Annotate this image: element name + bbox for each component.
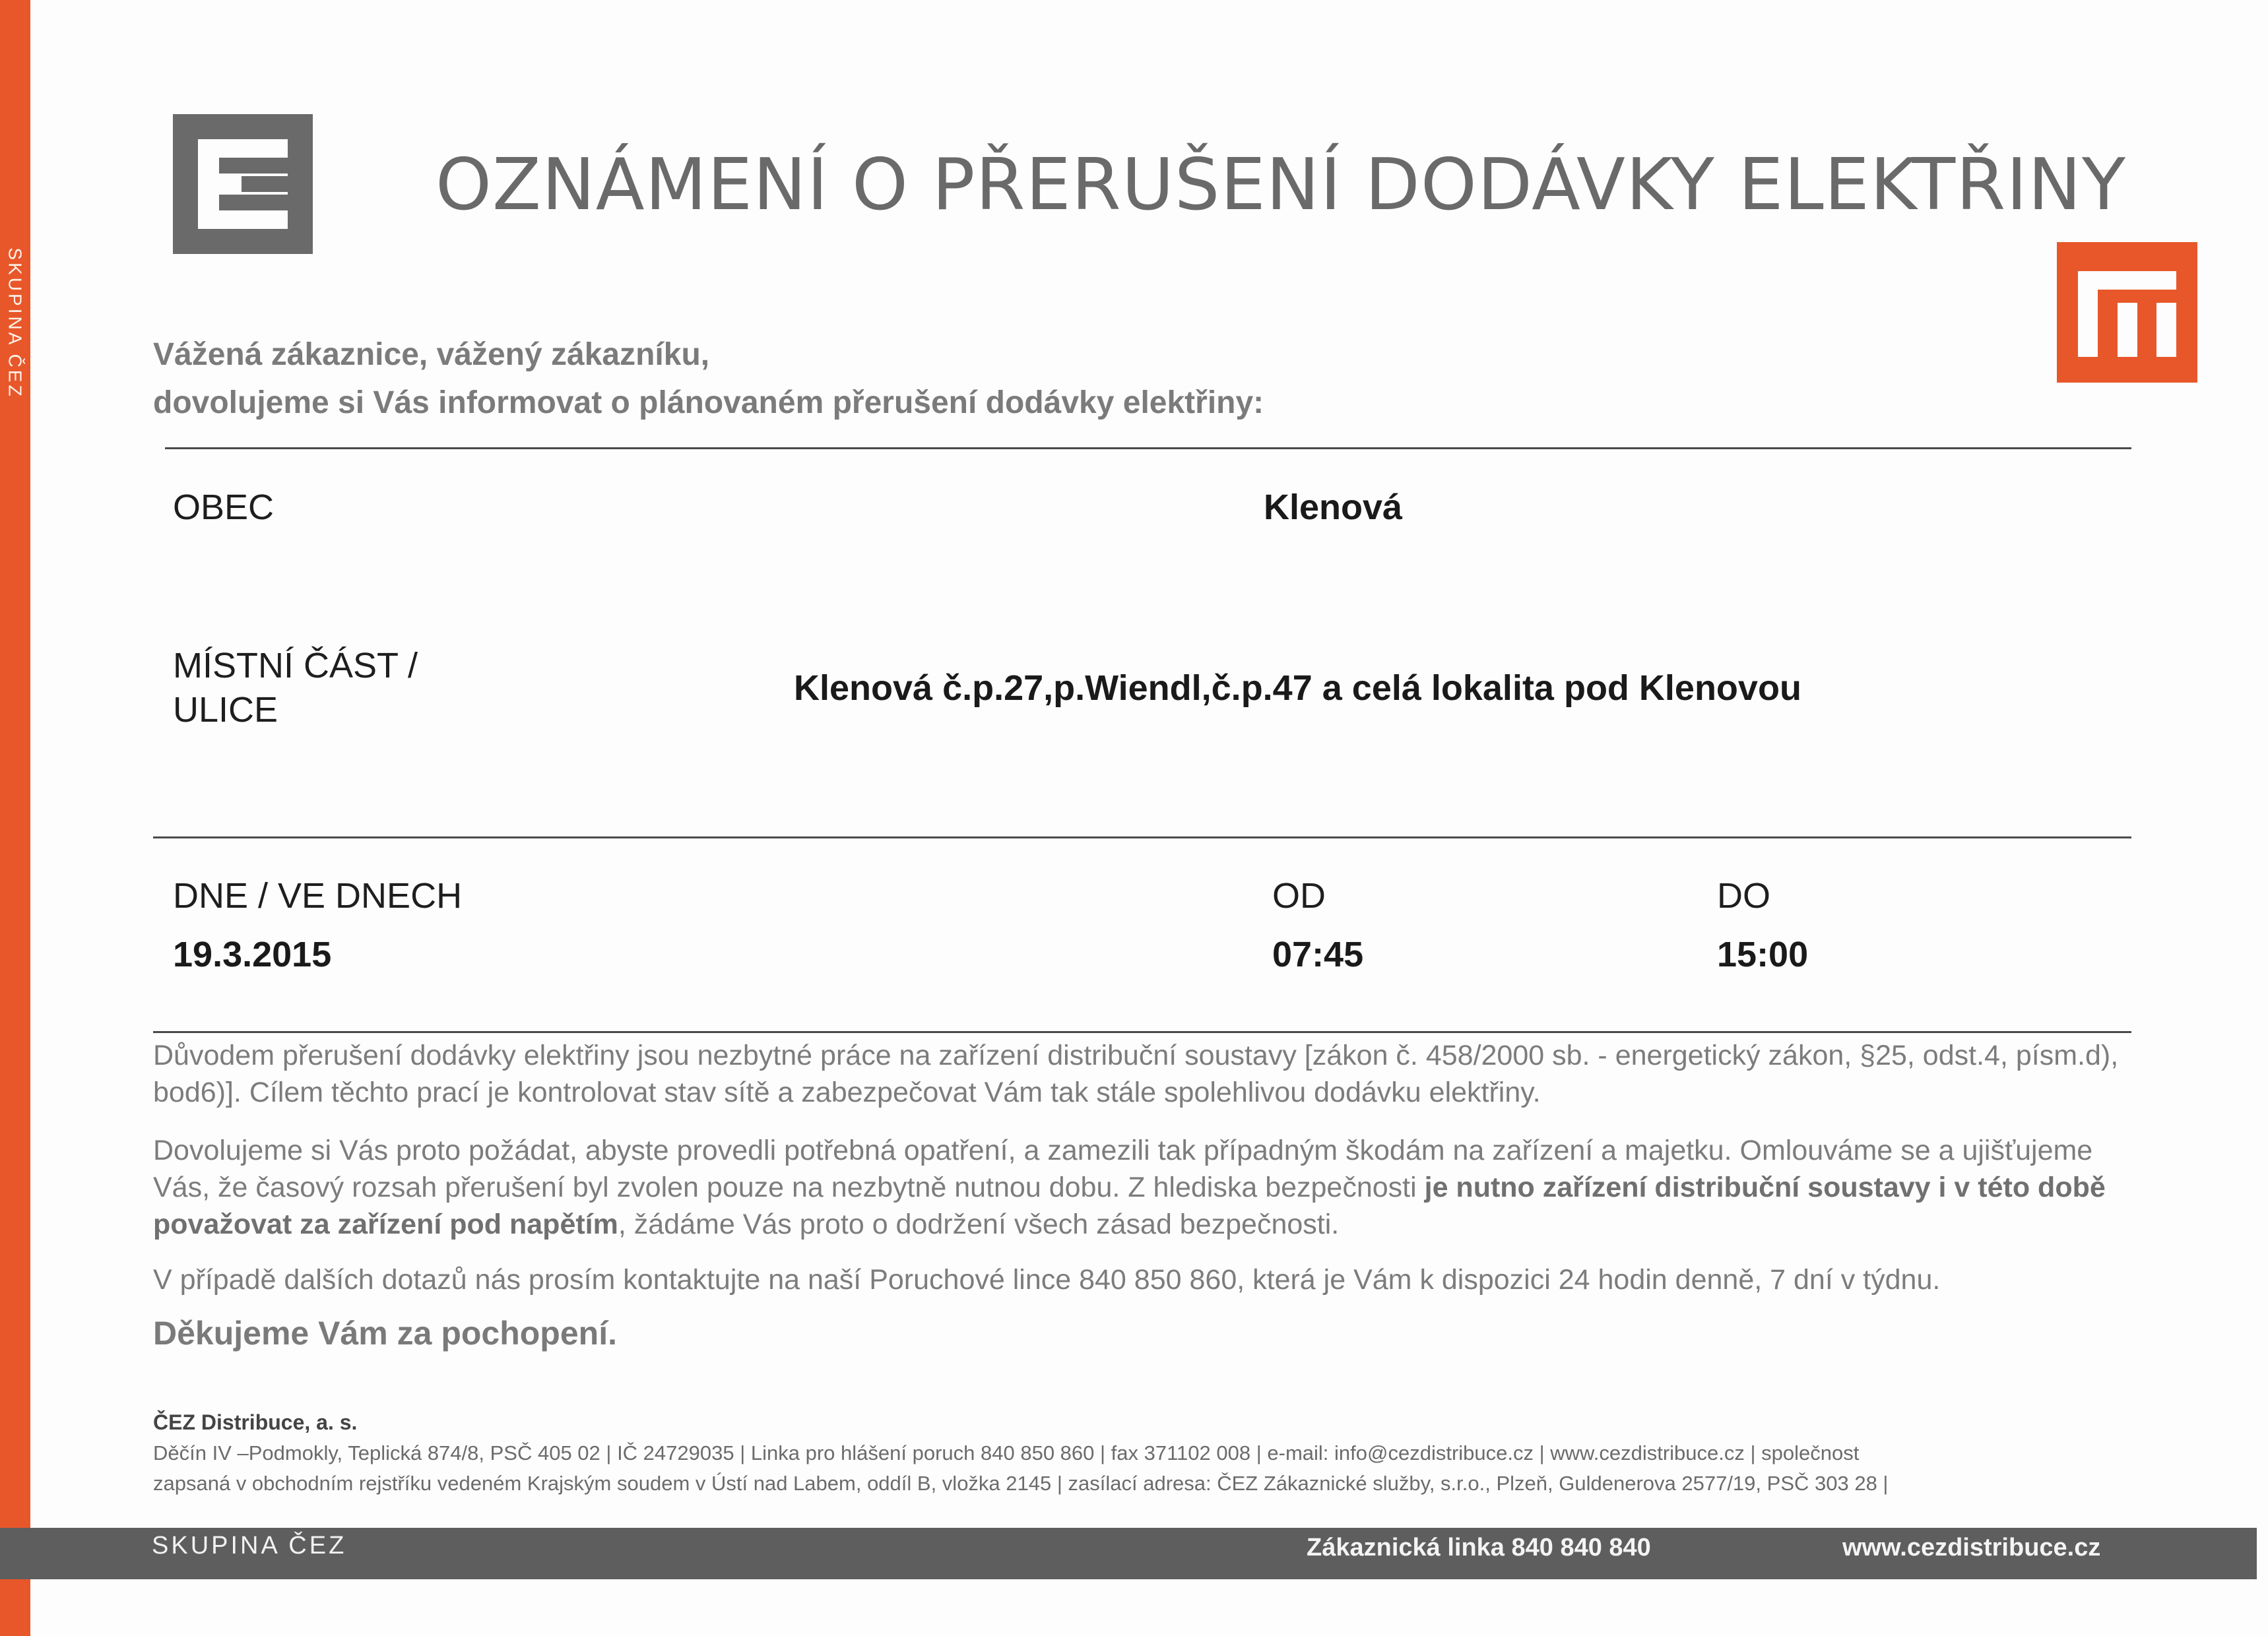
obec-label: OBEC bbox=[173, 488, 275, 527]
side-brand-text: SKUPINA ČEZ bbox=[5, 247, 26, 399]
mistni-cast-value: Klenová č.p.27,p.Wiendl,č.p.47 a celá lokalita pod Klenovou bbox=[794, 668, 1801, 708]
time-from-label: OD bbox=[1272, 876, 1326, 916]
thanks-note: Děkujeme Vám za pochopení. bbox=[153, 1315, 617, 1352]
greeting-salutation: Vážená zákaznice, vážený zákazníku, bbox=[153, 337, 710, 372]
company-name: ČEZ Distribuce, a. s. bbox=[153, 1410, 358, 1434]
obec-value: Klenová bbox=[1264, 488, 1403, 527]
contact-paragraph: V případě dalších dotazů nás prosím kontaktujte na naší Poruchové lince 840 850 860, která je Vám k dispozici 24 hodin denně, 7 dní v týdnu. bbox=[153, 1264, 1941, 1296]
date-label: DNE / VE DNECH bbox=[173, 876, 463, 916]
precaution-text: Dovolujeme si Vás proto požádat, abyste provedli potřebná opatření, a zamezili tak případným škodám na zařízení a majetku. Omlouváme se a ujišťujeme Vás, že časový rozsah přerušení byl zvolen pouze na nezbytně nutnou dobu. Z hlediska bezpečnosti bbox=[153, 1135, 2093, 1203]
page-title: OZNÁMENÍ O PŘERUŠENÍ DODÁVKY ELEKTŘINY bbox=[436, 144, 2126, 226]
divider bbox=[153, 836, 2131, 838]
orange-emblem bbox=[2057, 242, 2197, 383]
company-address-line: Děčín IV –Podmokly, Teplická 874/8, PSČ 405 02 | IČ 24729035 | Linka pro hlášení poruch 840 850 860 | fax 371102 008 | e-mail: info@cezdistribuce.cz | www.cezdistribuce.cz | společnost bbox=[153, 1441, 1860, 1464]
time-to-value: 15:00 bbox=[1717, 935, 1809, 974]
cez-logo bbox=[173, 114, 313, 254]
precaution-text-end: , žádáme Vás proto o dodržení všech zásad bezpečnosti. bbox=[618, 1209, 1340, 1240]
precaution-paragraph bbox=[153, 1132, 2153, 1243]
ulice-label: ULICE bbox=[173, 690, 278, 730]
divider bbox=[153, 1031, 2131, 1033]
customer-hotline: Zákaznická linka 840 840 840 bbox=[1307, 1534, 1651, 1561]
safety-warning: je nutno zařízení distribuční soustavy i v této době považovat za zařízení pod napětím bbox=[153, 1172, 2106, 1240]
time-to-label: DO bbox=[1717, 876, 1770, 916]
website-link[interactable]: www.cezdistribuce.cz bbox=[1842, 1534, 2101, 1561]
reason-paragraph: Důvodem přerušení dodávky elektřiny jsou nezbytné práce na zařízení distribuční soustavy [zákon č. 458/2000 sb. - energetický zákon, §25, odst.4, písm.d), bod6)]. Cílem těchto prací je kontrolovat stav sítě a zabezpečovat Vám tak stále spolehlivou dodávku elektřiny. bbox=[153, 1040, 2119, 1108]
mistni-cast-label: MÍSTNÍ ČÁST / bbox=[173, 646, 418, 685]
cez-logo-icon bbox=[173, 114, 313, 254]
orange-emblem-icon bbox=[2057, 242, 2197, 383]
greeting-intro: dovolujeme si Vás informovat o plánovaném přerušení dodávky elektřiny: bbox=[153, 385, 1264, 420]
date-value: 19.3.2015 bbox=[173, 935, 332, 974]
divider bbox=[165, 447, 2131, 449]
side-brand-label bbox=[0, 237, 30, 409]
time-from-value: 07:45 bbox=[1272, 935, 1364, 974]
company-registry-line: zapsaná v obchodním rejstříku vedeném Krajským soudem v Ústí nad Labem, oddíl B, vložka 2145 | zasílací adresa: ČEZ Zákaznické služby, s.r.o., Plzeň, Guldenerova 2577/19, PSČ 303 28 | bbox=[153, 1472, 1889, 1495]
bar-group-label: SKUPINA ČEZ bbox=[152, 1532, 347, 1559]
